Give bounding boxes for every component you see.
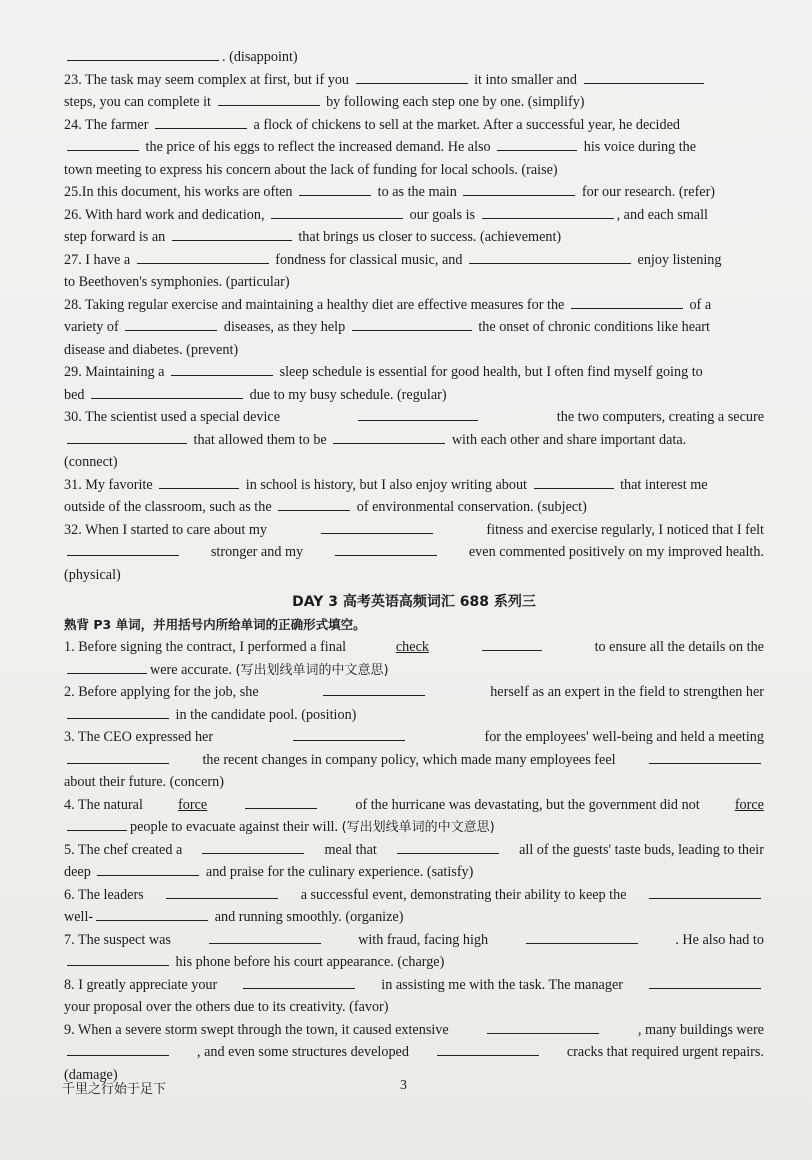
answer-blank[interactable] bbox=[91, 384, 243, 399]
day3-question-6: 6. The leaders a successful event, demonstrating their ability to keep the well- and running smoothly. (organize) bbox=[64, 884, 764, 929]
page-number: 3 bbox=[400, 1078, 407, 1093]
answer-blank[interactable] bbox=[649, 749, 761, 764]
answer-blank[interactable] bbox=[352, 316, 472, 331]
section-heading: DAY 3 高考英语高频词汇 688 系列三 bbox=[292, 594, 536, 610]
answer-blank[interactable] bbox=[67, 749, 169, 764]
answer-blank[interactable] bbox=[209, 929, 321, 944]
answer-blank[interactable] bbox=[67, 429, 187, 444]
answer-blank[interactable] bbox=[335, 541, 437, 556]
answer-blank[interactable] bbox=[487, 1019, 599, 1034]
answer-blank[interactable] bbox=[469, 249, 631, 264]
day3-question-3: 3. The CEO expressed her for the employees' well-being and held a meeting the recent changes in company policy, which made many employees feel about their future. (concern) bbox=[64, 726, 764, 794]
answer-blank[interactable] bbox=[649, 974, 761, 989]
question-30: 30. The scientist used a special device the two computers, creating a secure that allowed them to be with each other and share important data. (connect) bbox=[64, 406, 764, 474]
day3-question-8: 8. I greatly appreciate your in assisting me with the task. The manager your proposal over the others due to its creativity. (favor) bbox=[64, 974, 764, 1019]
day3-question-1: 1. Before signing the contract, I performed a final check to ensure all the details on the were accurate. (写出划线单词的中文意思) bbox=[64, 636, 764, 681]
question-22-end: . (disappoint) bbox=[64, 46, 764, 69]
answer-blank[interactable] bbox=[67, 1041, 169, 1056]
answer-blank[interactable] bbox=[497, 136, 577, 151]
underlined-word: force bbox=[178, 796, 208, 813]
answer-blank[interactable] bbox=[245, 794, 317, 809]
question-31: 31. My favorite in school is history, but I also enjoy writing about that interest me outside of the classroom, such as the of environmental conservation. (subject) bbox=[64, 474, 764, 519]
day3-question-7: 7. The suspect was with fraud, facing high . He also had to his phone before his court appearance. (charge) bbox=[64, 929, 764, 974]
underlined-word: force bbox=[734, 796, 764, 813]
answer-blank[interactable] bbox=[67, 541, 179, 556]
answer-blank[interactable] bbox=[397, 839, 499, 854]
answer-blank[interactable] bbox=[202, 839, 304, 854]
answer-blank[interactable] bbox=[437, 1041, 539, 1056]
question-29: 29. Maintaining a sleep schedule is essential for good health, but I often find myself going to bed due to my busy schedule. (regular) bbox=[64, 361, 764, 406]
answer-blank[interactable] bbox=[67, 704, 169, 719]
answer-blank[interactable] bbox=[333, 429, 445, 444]
answer-blank[interactable] bbox=[526, 929, 638, 944]
answer-blank[interactable] bbox=[159, 474, 239, 489]
answer-blank[interactable] bbox=[166, 884, 278, 899]
answer-blank[interactable] bbox=[125, 316, 217, 331]
answer-blank[interactable] bbox=[482, 636, 542, 651]
answer-blank[interactable] bbox=[278, 496, 350, 511]
underlined-word: check bbox=[395, 639, 429, 655]
day3-question-2: 2. Before applying for the job, she herself as an expert in the field to strengthen her in the candidate pool. (position) bbox=[64, 681, 764, 726]
answer-blank[interactable] bbox=[155, 114, 247, 129]
answer-blank[interactable] bbox=[482, 204, 614, 219]
answer-blank[interactable] bbox=[137, 249, 269, 264]
answer-blank[interactable] bbox=[584, 69, 704, 84]
answer-blank[interactable] bbox=[299, 181, 371, 196]
worksheet-content bbox=[64, 46, 764, 1086]
answer-blank[interactable] bbox=[571, 294, 683, 309]
question-26: 26. With hard work and dedication, our goals is , and each small step forward is an that brings us closer to success. (achievement) bbox=[64, 204, 764, 249]
footer-motto: 千里之行始于足下 bbox=[62, 1082, 167, 1097]
question-28: 28. Taking regular exercise and maintaining a healthy diet are effective measures for the of a variety of diseases, as they help the onset of chronic conditions like heart disease and diabetes. (prevent) bbox=[64, 294, 764, 362]
question-32: 32. When I started to care about my fitness and exercise regularly, I noticed that I felt stronger and my even commented positively on my improved health. (physical) bbox=[64, 519, 764, 587]
answer-blank[interactable] bbox=[463, 181, 575, 196]
day3-question-4: 4. The natural force of the hurricane was devastating, but the government did not force people to evacuate against their will. (写出划线单词的中文意思) bbox=[64, 794, 764, 839]
answer-blank[interactable] bbox=[293, 726, 405, 741]
question-25: 25.In this document, his works are often to as the main for our research. (refer) bbox=[64, 181, 764, 204]
answer-blank[interactable] bbox=[96, 906, 208, 921]
answer-blank[interactable] bbox=[172, 226, 292, 241]
question-24: 24. The farmer a flock of chickens to sell at the market. After a successful year, he decided the price of his eggs to reflect the increased demand. He also his voice during the town meeting to express his concern about the lack of funding for local schools. (raise) bbox=[64, 114, 764, 182]
day3-question-5: 5. The chef created a meal that all of the guests' taste buds, leading to their deep and praise for the culinary experience. (satisfy) bbox=[64, 839, 764, 884]
answer-blank[interactable] bbox=[218, 91, 320, 106]
answer-blank[interactable] bbox=[534, 474, 614, 489]
answer-blank[interactable] bbox=[271, 204, 403, 219]
question-23: 23. The task may seem complex at first, but if you it into smaller and steps, you can complete it by following each step one by one. (simplify) bbox=[64, 69, 764, 114]
answer-blank[interactable] bbox=[321, 519, 433, 534]
answer-blank[interactable] bbox=[323, 681, 425, 696]
answer-blank[interactable] bbox=[243, 974, 355, 989]
answer-blank[interactable] bbox=[356, 69, 468, 84]
answer-blank[interactable] bbox=[67, 136, 139, 151]
answer-blank[interactable] bbox=[67, 659, 147, 674]
answer-blank[interactable] bbox=[97, 861, 199, 876]
answer-blank[interactable] bbox=[358, 406, 478, 421]
answer-blank[interactable] bbox=[67, 46, 219, 61]
day3-question-9: 9. When a severe storm swept through the town, it caused extensive , many buildings were , and even some structures developed cracks that required urgent repairs. (damage) bbox=[64, 1019, 764, 1087]
question-27: 27. I have a fondness for classical music, and enjoy listening to Beethoven's symphonies. (particular) bbox=[64, 249, 764, 294]
answer-blank[interactable] bbox=[171, 361, 273, 376]
answer-blank[interactable] bbox=[67, 951, 169, 966]
answer-blank[interactable] bbox=[67, 816, 127, 831]
section-instruction: 熟背 P3 单词，并用括号内所给单词的正确形式填空。 bbox=[64, 617, 366, 632]
answer-blank[interactable] bbox=[649, 884, 761, 899]
